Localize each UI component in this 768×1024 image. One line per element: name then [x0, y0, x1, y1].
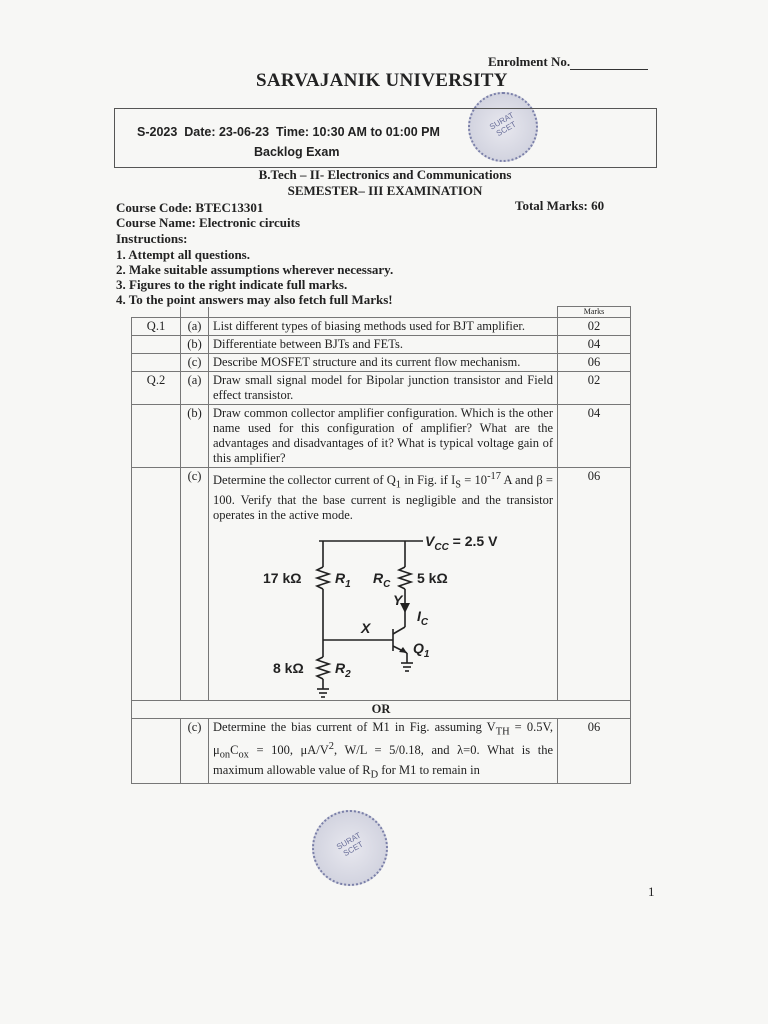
table-row	[132, 354, 631, 372]
question-part: (b)	[181, 336, 209, 354]
page-number: 1	[648, 884, 655, 899]
or-row	[132, 700, 631, 718]
instructions-title: Instructions:	[116, 231, 188, 246]
course-name: Course Name: Electronic circuits	[116, 215, 300, 230]
question-part: (c)	[181, 354, 209, 372]
question-text: Draw small signal model for Bipolar junction transistor and Field effect transistor.	[209, 372, 558, 405]
university-stamp-bottom	[312, 810, 388, 886]
question-text: Describe MOSFET structure and its current flow mechanism.	[209, 354, 558, 372]
table-row	[132, 718, 631, 784]
question-marks: 06	[558, 468, 631, 701]
question-part: (a)	[181, 372, 209, 405]
table-row	[132, 336, 631, 354]
exam-type: Backlog Exam	[254, 145, 340, 159]
bjt-circuit-figure	[213, 529, 553, 699]
question-marks: 04	[558, 336, 631, 354]
question-marks: 04	[558, 405, 631, 468]
question-part: (b)	[181, 405, 209, 468]
instruction-item: 1. Attempt all questions.	[116, 247, 250, 262]
question-part: (c)	[181, 718, 209, 784]
rc-label: $R_C$	[373, 569, 391, 590]
question-text: List different types of biasing methods used for BJT amplifier.	[209, 318, 558, 336]
question-number: Q.1	[132, 318, 181, 336]
exam-header-box	[114, 108, 657, 168]
y-node-label: Y	[393, 591, 403, 608]
question-text: Differentiate between BJTs and FETs.	[209, 336, 558, 354]
marks-header: Marks	[558, 307, 631, 318]
r2-label: $R_2$	[335, 659, 351, 680]
university-title: SARVAJANIK UNIVERSITY	[256, 70, 508, 91]
question-table	[131, 306, 631, 784]
question-part: (a)	[181, 318, 209, 336]
ic-label: $I_C$	[417, 607, 429, 628]
semester-title: SEMESTER– III EXAMINATION	[287, 183, 483, 198]
question-text: Determine the collector current of $Q_1$ in Fig. if $I_S = 10^{-17}$ A and β = 100. Verify that the base current is negligible and the transistor operates in the active mode.	[213, 471, 553, 522]
exam-date-time: S-2023 Date: 23-06-23 Time: 10:30 AM to 01:00 PM	[137, 125, 440, 139]
instruction-item: 2. Make suitable assumptions wherever necessary.	[116, 262, 394, 277]
question-marks: 02	[558, 372, 631, 405]
instruction-item: 3. Figures to the right indicate full marks.	[116, 277, 348, 292]
instruction-item: 4. To the point answers may also fetch full Marks!	[116, 292, 393, 307]
question-part: (c)	[181, 468, 209, 701]
r1-value-label: 17 kΩ	[263, 569, 302, 586]
question-number	[132, 354, 181, 372]
table-row	[132, 468, 631, 701]
stamp-text: SURAT SCET	[488, 110, 518, 139]
x-node-label: X	[361, 619, 371, 636]
vcc-label: $V_{CC} = 2.5$ V	[425, 532, 498, 553]
total-marks: Total Marks: 60	[515, 198, 605, 213]
question-number	[132, 336, 181, 354]
question-number	[132, 405, 181, 468]
course-code: Course Code: BTEC13301	[116, 200, 264, 215]
question-number: Q.2	[132, 372, 181, 405]
r1-label: $R_1$	[335, 569, 351, 590]
r2-value-label: 8 kΩ	[273, 659, 304, 676]
table-row	[132, 318, 631, 336]
question-text: Determine the bias current of M1 in Fig. assuming $V_{TH} = 0.5V$, $\mu_{on}C_{ox} = 100$, $\mu A/V^2$, W/L = 5/0.18, and λ=0. What is the maximum allowable value of $R_D$ for M1 to remain in	[209, 718, 558, 784]
table-row	[132, 405, 631, 468]
or-label: OR	[132, 700, 631, 718]
question-marks: 02	[558, 318, 631, 336]
question-marks: 06	[558, 354, 631, 372]
rc-value-label: 5 kΩ	[417, 569, 448, 586]
question-text: Draw common collector amplifier configuration. Which is the other name used for this configuration of amplifier? What are the advantages and disadvantages of it? What is typical voltage gain of this amplifier?	[209, 405, 558, 468]
table-row	[132, 372, 631, 405]
enrolment-blank[interactable]	[570, 57, 648, 70]
stamp-text: SURAT SCET	[335, 830, 365, 859]
program-name: B.Tech – II- Electronics and Communications	[258, 167, 512, 182]
question-marks: 06	[558, 718, 631, 784]
enrolment-label: Enrolment No.	[488, 54, 648, 70]
q1-label: $Q_1$	[413, 639, 430, 660]
question-text-with-figure	[209, 468, 558, 701]
